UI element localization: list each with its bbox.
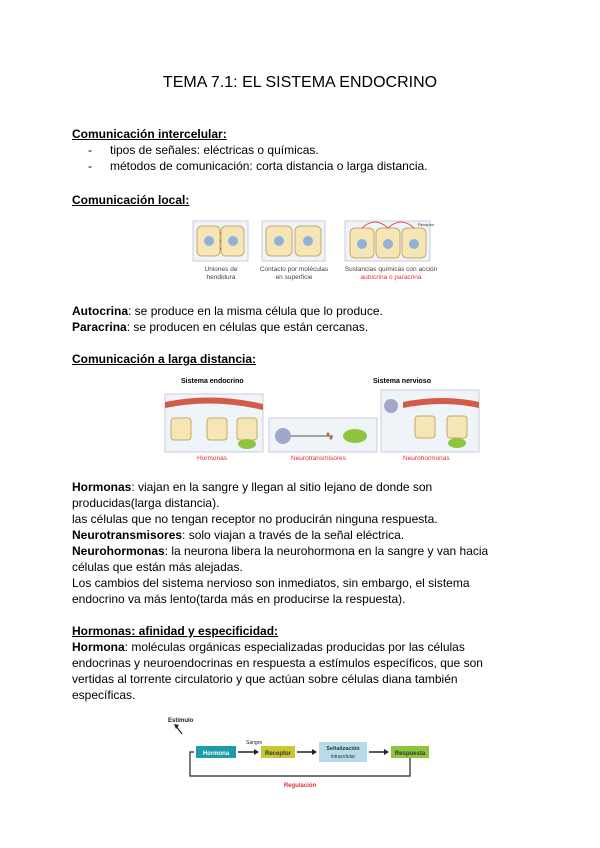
figure-label: Sistema nervioso — [373, 378, 431, 385]
nucleus — [274, 236, 284, 246]
nucleus — [204, 236, 214, 246]
text-line: endocrinas y neuroendocrinas en respuesta a estímulos específicos, que son — [72, 656, 483, 670]
cell — [207, 418, 227, 440]
local-communication-diagram — [190, 218, 450, 268]
nucleus — [303, 236, 313, 246]
page-title: TEMA 7.1: EL SISTEMA ENDOCRINO — [162, 74, 438, 91]
text-line: producidas(larga distancia). — [72, 496, 220, 510]
long-distance-diagram — [163, 388, 481, 456]
target-cell — [448, 438, 466, 448]
cell — [171, 418, 191, 440]
figure-caption: Hormonas — [197, 455, 227, 462]
nucleus — [409, 239, 419, 249]
sangre-label: Sangre — [246, 740, 263, 746]
figure-label: Sistema endocrino — [181, 378, 244, 385]
nucleus — [383, 239, 393, 249]
target-cell — [238, 439, 256, 449]
definition-paracrina: Paracrina: se producen en células que están cercanas. — [72, 320, 369, 334]
figure-caption: Neurohormonas — [403, 455, 450, 462]
cell — [237, 418, 257, 440]
text-line: Neurotransmisores: solo viajan a través de la señal eléctrica. — [72, 528, 405, 542]
figure-caption: Uniones de hendidura — [204, 266, 238, 281]
receptor-label: Receptor — [418, 222, 435, 227]
receptor-label: Receptor — [264, 751, 292, 757]
bullet-item: - tipos de señales: eléctricas o químicas. — [88, 143, 319, 157]
text-line: las células que no tengan receptor no producirán ninguna respuesta. — [72, 512, 438, 526]
text-line: Neurohormonas: la neurona libera la neurohormona en la sangre y van hacia — [72, 544, 489, 558]
figure-caption: Contacto por moléculas en superficie — [259, 266, 329, 281]
cell — [447, 416, 467, 438]
neuron — [275, 428, 291, 444]
figure-caption: Sustancias químicas con acción autocrina o paracrina — [344, 266, 438, 281]
regulacion-label: Regulación — [283, 783, 317, 789]
local-communication-figure — [190, 218, 450, 288]
section-heading-long-distance: Comunicación a larga distancia: — [72, 352, 257, 366]
section-heading-local: Comunicación local: — [72, 193, 190, 207]
text-line: endocrino va más lento(tarda más en producirse la respuesta). — [72, 592, 406, 606]
text-line: Hormona: moléculas orgánicas especializadas producidas por las células — [72, 640, 465, 654]
text-line: vertidas al torrente circulatorio y que actúan sobre células diana también — [72, 672, 458, 686]
target-cell — [343, 429, 367, 443]
text-line: células que están más alejadas. — [72, 560, 243, 574]
senalizacion-label-2: intracelular — [330, 754, 356, 760]
text-line: Los cambios del sistema nervioso son inmediatos, sin embargo, el sistema — [72, 576, 470, 590]
estimulo-label: Estímulo — [168, 718, 194, 724]
definition-autocrina: Autocrina: se produce en la misma célula que lo produce. — [72, 304, 383, 318]
section-heading-intercellular: Comunicación intercelular: — [72, 127, 227, 141]
figure-caption: Neurotransmisores — [291, 455, 346, 462]
neuron — [384, 399, 398, 413]
long-distance-figure — [163, 378, 481, 468]
respuesta-label: Respuesta — [394, 751, 426, 757]
hormona-label: Hormona — [202, 751, 230, 757]
section-heading-affinity: Hormonas: afinidad y especificidad: — [72, 624, 279, 638]
text-line: Hormonas: viajan en la sangre y llegan al sitio lejano de donde son — [72, 480, 433, 494]
bullet-item: - métodos de comunicación: corta distancia o larga distancia. — [88, 159, 428, 173]
text-line: específicas. — [72, 688, 136, 702]
senalizacion-label: Señalización — [326, 746, 360, 752]
nucleus — [357, 239, 367, 249]
cell — [415, 416, 435, 438]
hormone-flow-diagram — [162, 712, 440, 792]
nucleus — [228, 236, 238, 246]
